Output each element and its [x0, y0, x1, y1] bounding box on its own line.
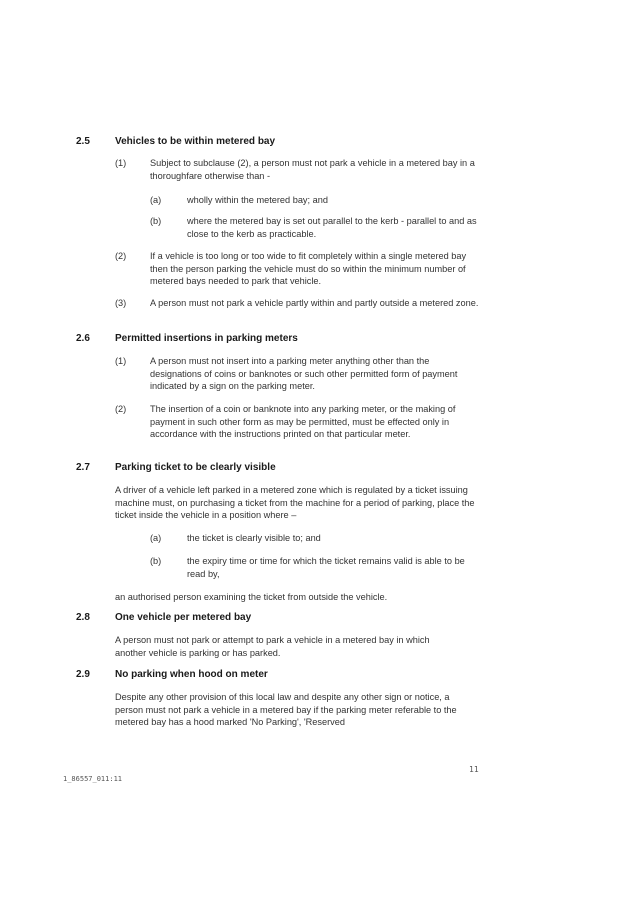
subclause-label: (1) — [115, 356, 127, 366]
paragraph-text: where the metered bay is set out parallel to the kerb - parallel to and as close to the kerb as practicable. — [187, 216, 477, 239]
paragraph-2-7-b — [150, 555, 485, 581]
section-heading-2-5 — [76, 136, 556, 150]
paragraph-2-7-a — [150, 532, 485, 546]
subclause-2-5-3 — [115, 297, 485, 323]
subclause-2-5-2 — [115, 250, 485, 288]
section-title: No parking when hood on meter — [115, 669, 268, 680]
section-number: 2.8 — [76, 612, 90, 623]
section-heading-2-7 — [76, 462, 556, 476]
subclause-text: The insertion of a coin or banknote into any parking meter, or the making of payment in such other form as may be permitted, must be effected only in accordance with the instructions printed on that particular meter. — [150, 404, 456, 439]
paragraph-label: (b) — [150, 216, 162, 226]
section-title: Parking ticket to be clearly visible — [115, 462, 276, 473]
subclause-label: (2) — [115, 404, 127, 414]
subclause-text: A person must not park a vehicle partly within and partly outside a metered zone. — [150, 298, 479, 308]
subclause-2-6-2 — [115, 403, 485, 453]
section-2-9-text: Despite any other provision of this local law and despite any other sign or notice, a person must not park a vehicle in a metered bay if the parking meter referable to the metered bay has a hood marked 'No Parking', 'Reserved — [115, 692, 457, 727]
page-number: 11 — [469, 765, 479, 774]
paragraph-2-5-1-a — [150, 194, 485, 208]
section-number: 2.5 — [76, 136, 90, 147]
subclause-label: (3) — [115, 298, 127, 308]
paragraph-text: wholly within the metered bay; and — [187, 195, 328, 205]
section-title: Permitted insertions in parking meters — [115, 333, 298, 344]
paragraph-label: (a) — [150, 195, 162, 205]
subclause-text: If a vehicle is too long or too wide to fit completely within a single metered bay then the person parking the vehicle must do so within the minimum number of metered bays needed to park that vehicle. — [150, 251, 467, 286]
paragraph-text: the ticket is clearly visible to; and — [187, 533, 321, 543]
section-heading-2-8 — [76, 612, 556, 626]
subclause-2-6-1 — [115, 355, 485, 393]
subclause-label: (2) — [115, 251, 127, 261]
section-heading-2-6 — [76, 333, 556, 347]
subclause-text: Subject to subclause (2), a person must not park a vehicle in a metered bay in a thoroughfare otherwise than - — [150, 158, 475, 181]
section-2-7-outro: an authorised person examining the ticket from outside the vehicle. — [115, 592, 388, 602]
section-title: Vehicles to be within metered bay — [115, 136, 276, 147]
document-code: 1_86557_011:11 — [63, 775, 123, 783]
paragraph-label: (a) — [150, 533, 162, 543]
subclause-2-5-1 — [115, 157, 485, 183]
paragraph-2-5-1-b — [150, 215, 485, 241]
section-2-7-intro: A driver of a vehicle left parked in a metered zone which is regulated by a ticket issuing machine must, on purchasing a ticket from the machine for a period of parking, place the ticket inside the vehicle in a position where – — [115, 485, 475, 520]
section-number: 2.7 — [76, 462, 90, 473]
subclause-label: (1) — [115, 158, 127, 168]
section-2-8-text: A person must not park or attempt to park a vehicle in a metered bay in which another vehicle is parking or has parked. — [115, 635, 430, 658]
section-number: 2.9 — [76, 669, 90, 680]
section-number: 2.6 — [76, 333, 90, 344]
section-heading-2-9 — [76, 669, 556, 683]
section-title: One vehicle per metered bay — [115, 612, 252, 623]
paragraph-text: the expiry time or time for which the ticket remains valid is able to be read by, — [187, 556, 465, 579]
paragraph-label: (b) — [150, 556, 162, 566]
subclause-text: A person must not insert into a parking meter anything other than the designations of coins or banknotes or such other permitted form of payment indicated by a sign on the parking meter. — [150, 356, 458, 391]
